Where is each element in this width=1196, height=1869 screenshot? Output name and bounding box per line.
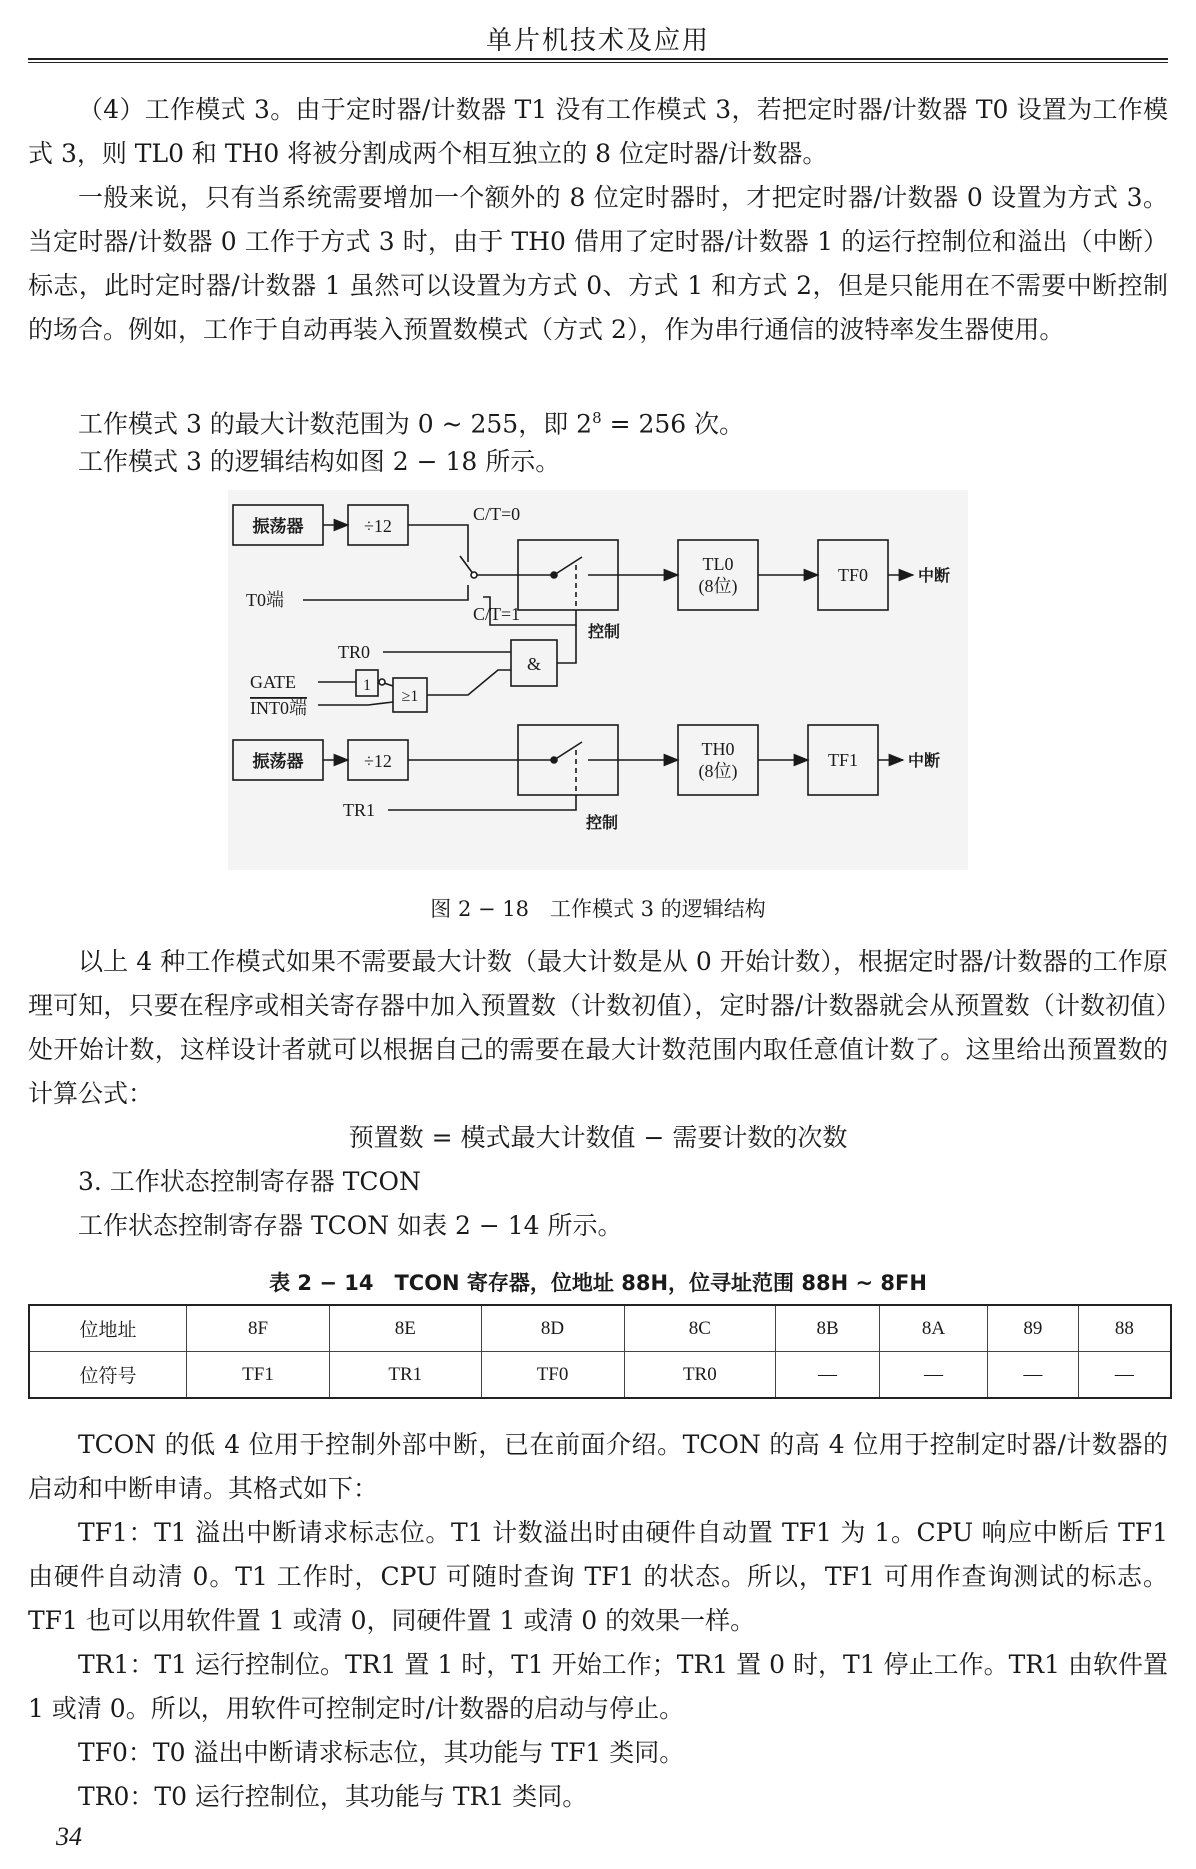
header-rule-thin xyxy=(28,62,1168,63)
divider-1-label: ÷12 xyxy=(364,516,392,536)
paragraph-figure-ref: 工作模式 3 的逻辑结构如图 2 − 18 所示。 xyxy=(78,447,561,476)
table-cell: 88 xyxy=(1078,1305,1171,1352)
tl0-label: TL0 xyxy=(702,554,734,574)
switch-2-blade xyxy=(554,742,582,760)
tr1-label: TR1 xyxy=(343,800,376,820)
wire-tr1-ctrl xyxy=(388,795,576,810)
tf1-label: TF1 xyxy=(827,750,859,770)
formula: 预置数 = 模式最大计数值 − 需要计数的次数 xyxy=(348,1123,848,1152)
figure-mode3-logic xyxy=(228,490,968,870)
row-label-bit-symbol: 位符号 xyxy=(29,1352,187,1399)
th0-box xyxy=(678,725,758,795)
table-cell: TF1 xyxy=(187,1352,330,1399)
table-cell: 8C xyxy=(624,1305,776,1352)
figure-caption: 图 2 − 18 工作模式 3 的逻辑结构 xyxy=(430,897,766,921)
oscillator-2-label: 振荡器 xyxy=(252,752,304,772)
table-cell: — xyxy=(879,1352,987,1399)
interrupt-1-label: 中断 xyxy=(918,566,951,585)
row-label-bit-address: 位地址 xyxy=(29,1305,187,1352)
table-cell: 8A xyxy=(879,1305,987,1352)
table-cell: 8D xyxy=(481,1305,624,1352)
t0pin-label: T0端 xyxy=(246,590,284,610)
gate-label: GATE xyxy=(250,672,296,692)
tr0-label: TR0 xyxy=(338,642,371,662)
tf0-label: TF0 xyxy=(837,565,869,585)
th0-bits-label: (8位) xyxy=(698,761,738,781)
oscillator-1-label: 振荡器 xyxy=(252,517,304,537)
tl0-bits-label: (8位) xyxy=(698,576,738,596)
wire-div1-selector xyxy=(408,525,468,562)
paragraph-mode3-usage: 一般来说，只有当系统需要增加一个额外的 8 位定时器时，才把定时器/计数器 0 设置为方式 3。当定时器/计数器 0 工作于方式 3 时，由于 TH0 借用了定时器/计数器 1 的运行控制位和溢出（中断）标志，此时定时器/计数器 1 虽然可以设置为方式 0、方式 1 和方式 2，但是只能用在不需要中断控制的场合。例如，工作于自动再装入预置数模式（方式 2），作为串行通信的波特率发生器使用。 xyxy=(28,183,1168,344)
paragraph-tcon-bits: TCON 的低 4 位用于控制外部中断，已在前面介绍。TCON 的高 4 位用于控制定时器/计数器的启动和中断申请。其格式如下： xyxy=(28,1430,1169,1503)
paragraph-tf1: TF1：T1 溢出中断请求标志位。T1 计数溢出时由硬件自动置 TF1 为 1。CPU 响应中断后 TF1 由硬件自动清 0。T1 工作时，CPU 可随时查询 TF1 的状态。所以，TF1 可用作查询测试的标志。TF1 也可以用软件置 1 或清 0，同硬件置 1 或清 0 的效果一样。 xyxy=(28,1518,1168,1635)
logic-diagram xyxy=(228,490,968,870)
section-heading-tcon: 3. 工作状态控制寄存器 TCON xyxy=(78,1167,421,1196)
table-cell: TF0 xyxy=(481,1352,624,1399)
page-number: 34 xyxy=(56,1822,82,1851)
tl0-box xyxy=(678,540,758,610)
divider-2-label: ÷12 xyxy=(364,751,392,771)
paragraph-tr0: TR0：T0 运行控制位，其功能与 TR1 类同。 xyxy=(78,1782,588,1811)
and-gate-label: & xyxy=(526,654,542,674)
switch-1-blade xyxy=(554,557,582,575)
exponent: 8 xyxy=(592,409,602,427)
control-1-label: 控制 xyxy=(588,622,621,641)
ct1-label: C/T=1 xyxy=(473,604,521,624)
table-cell: 8E xyxy=(329,1305,481,1352)
paragraph-tf0: TF0：T0 溢出中断请求标志位，其功能与 TF1 类同。 xyxy=(78,1738,685,1767)
wire-t0pin-selector xyxy=(303,585,468,600)
not-gate-label: 1 xyxy=(363,677,371,694)
or-gate-label: ≥1 xyxy=(401,688,419,705)
table-cell: — xyxy=(988,1352,1079,1399)
wire-int0-or xyxy=(318,702,393,705)
header-rule xyxy=(28,58,1168,60)
not-bubble xyxy=(379,679,385,685)
table-cell: TR1 xyxy=(329,1352,481,1399)
paragraph-max-count xyxy=(28,396,1168,446)
control-2-label: 控制 xyxy=(586,813,619,832)
table-cell: — xyxy=(776,1352,880,1399)
table-cell: — xyxy=(1078,1352,1171,1399)
ct0-label: C/T=0 xyxy=(473,504,521,524)
wire-or-and xyxy=(427,670,511,695)
max-count-text-a: 工作模式 3 的最大计数范围为 0 ~ 255，即 2 xyxy=(78,409,593,439)
tcon-table xyxy=(28,1304,1172,1399)
table-cell: 89 xyxy=(988,1305,1079,1352)
table-cell: TR0 xyxy=(624,1352,776,1399)
table-caption: 表 2 − 14 TCON 寄存器，位地址 88H，位寻址范围 88H ~ 8FH xyxy=(269,1271,927,1295)
int0-label: INT0端 xyxy=(250,698,307,718)
running-head: 单片机技术及应用 xyxy=(485,26,710,56)
table-row xyxy=(29,1352,1171,1399)
paragraph-tr1: TR1：T1 运行控制位。TR1 置 1 时，T1 开始工作；TR1 置 0 时，T1 停止工作。TR1 由软件置 1 或清 0。所以，用软件可控制定时/计数器的启动与停止。 xyxy=(28,1650,1168,1723)
th0-label: TH0 xyxy=(701,739,735,759)
paragraph-mode3-intro: （4）工作模式 3。由于定时器/计数器 T1 没有工作模式 3，若把定时器/计数器 T0 设置为工作模式 3，则 TL0 和 TH0 将被分割成两个相互独立的 8 位定时器/计数器。 xyxy=(28,95,1168,168)
interrupt-2-label: 中断 xyxy=(908,751,941,770)
table-row xyxy=(29,1305,1171,1352)
table-cell: 8B xyxy=(776,1305,880,1352)
table-cell: 8F xyxy=(187,1305,330,1352)
max-count-text-b: = 256 次。 xyxy=(601,409,745,439)
paragraph-preset: 以上 4 种工作模式如果不需要最大计数（最大计数是从 0 开始计数），根据定时器/计数器的工作原理可知，只要在程序或相关寄存器中加入预置数（计数初值），定时器/计数器就会从预置数（计数初值）处开始计数，这样设计者就可以根据自己的需要在最大计数范围内取任意值计数了。这里给出预置数的计算公式： xyxy=(28,947,1168,1108)
wire-and-ctrl xyxy=(557,625,576,663)
selector-pivot xyxy=(471,572,477,578)
paragraph-table-ref: 工作状态控制寄存器 TCON 如表 2 − 14 所示。 xyxy=(78,1211,623,1240)
